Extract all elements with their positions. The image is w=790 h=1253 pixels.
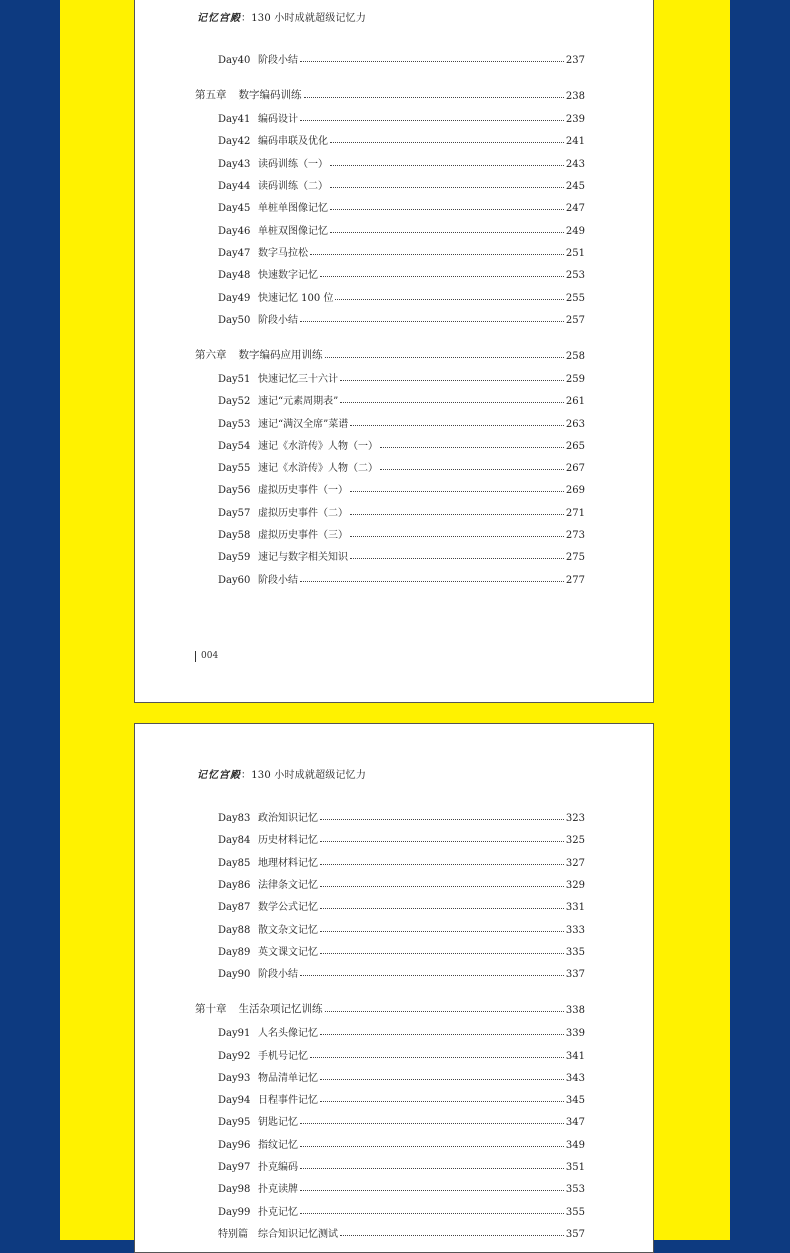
day-label: Day48 [218,270,251,282]
entry-title: 阶段小结 [258,574,298,586]
dot-leader [320,931,564,932]
entry-title: 人名头像记忆 [258,1028,318,1040]
day-label: Day97 [218,1162,251,1173]
toc-entry-row [218,367,585,385]
dot-leader [320,886,564,887]
day-label: Day92 [218,1050,251,1062]
toc-entry-row [218,241,585,259]
entry-title: 速记《水浒传》人物（二） [258,463,378,475]
toc-entry-row [218,1133,585,1151]
dot-leader [304,97,564,98]
entry-title: 阶段小结 [258,969,298,981]
toc-entry-row [218,1088,585,1106]
dot-leader [300,321,564,322]
dot-leader [330,232,564,233]
day-label: Day42 [218,136,251,148]
entry-page-number: 273 [565,530,585,541]
dot-leader [340,1235,564,1236]
toc-entry-row [218,107,585,125]
dot-leader [320,276,564,277]
entry-page-number: 241 [565,136,585,148]
entry-page-number: 341 [565,1050,585,1062]
dot-leader [380,447,564,448]
toc-entry-row [218,873,585,891]
dot-leader [320,908,564,909]
toc-entry-row [218,828,585,846]
entry-title: 英文课文记忆 [258,946,318,958]
day-label: Day94 [218,1095,251,1107]
toc-entry-row [218,806,585,824]
entry-title: 阶段小结 [258,314,298,326]
toc-chapter-row [195,998,585,1016]
header-subtitle: ：130 小时成就超级记忆力 [241,13,367,24]
day-label: Day43 [218,158,251,170]
entry-page-number: 255 [565,292,585,304]
entry-title: 阶段小结 [258,55,298,66]
toc-entry-row [218,174,585,192]
page-number: 004 [195,651,218,662]
day-label: Day44 [218,181,251,192]
entry-page-number: 253 [565,270,585,282]
toc-entry-row [218,1110,585,1128]
header-brand: 记忆宫殿 [197,13,241,24]
chapter-number: 第六章 [195,349,227,362]
toc-entry-row [218,851,585,869]
entry-page-number: 271 [565,507,585,519]
entry-page-number: 338 [565,1005,585,1017]
day-label: Day50 [218,314,251,326]
entry-page-number: 265 [565,440,585,452]
day-label: Day56 [218,485,251,497]
entry-page-number: 275 [565,552,585,564]
entry-page-number: 327 [565,857,585,869]
toc-entry-row [218,129,585,147]
day-label: Day57 [218,507,251,519]
dot-leader [300,581,564,582]
day-label: Day85 [218,857,251,869]
entry-title: 钥匙记忆 [258,1117,298,1129]
day-label: Day55 [218,463,251,475]
toc-entry-row [218,545,585,563]
day-label: Day86 [218,879,251,891]
entry-page-number: 357 [565,1228,585,1240]
toc-entry-row [218,523,585,541]
day-label: Day59 [218,552,251,564]
day-label: Day52 [218,396,251,408]
entry-page-number: 355 [565,1206,585,1218]
dot-leader [300,61,564,62]
entry-title: 速记与数字相关知识 [258,552,348,564]
chapter-number: 第五章 [195,89,227,102]
book-page-004 [134,0,654,703]
entry-page-number: 345 [565,1095,585,1107]
dot-leader [330,209,564,210]
toc-entry-row [218,1066,585,1084]
day-label: Day91 [218,1028,251,1040]
toc-entry-row [218,456,585,474]
entry-title: 物品清单记忆 [258,1072,318,1084]
entry-title: 速记“元素周期表” [258,396,339,408]
dot-leader [310,254,564,255]
dot-leader [320,1079,564,1080]
day-label: 特别篇 [218,1228,248,1240]
entry-title: 编码串联及优化 [258,136,328,148]
entry-page-number: 257 [565,314,585,326]
day-label: Day96 [218,1139,251,1151]
toc-entry-row [218,918,585,936]
entry-title: 数学公式记忆 [258,902,318,914]
entry-title: 虚拟历史事件（二） [258,507,348,519]
chapter-number: 第十章 [195,1003,227,1016]
entry-title: 数字马拉松 [258,247,308,259]
entry-page-number: 331 [565,902,585,914]
toc-entry-row [218,48,585,66]
entry-page-number: 353 [565,1184,585,1196]
entry-page-number: 249 [565,225,585,237]
header-brand: 记忆宫殿 [197,770,241,781]
entry-page-number: 333 [565,924,585,936]
toc-entry-row [218,219,585,237]
entry-title: 单桩双图像记忆 [258,225,328,237]
toc-chapter-row [195,84,585,102]
entry-title: 快速记忆 100 位 [258,292,334,304]
day-label: Day60 [218,574,251,586]
dot-leader [335,299,563,300]
dot-leader [330,187,564,188]
entry-page-number: 335 [565,946,585,958]
header-subtitle: ：130 小时成就超级记忆力 [241,770,367,781]
entry-page-number: 269 [565,485,585,497]
toc-entry-row [218,1222,585,1240]
dot-leader [340,402,564,403]
entry-title: 速记“满汉全席”菜谱 [258,418,349,430]
entry-page-number: 267 [565,463,585,475]
dot-leader [350,514,564,515]
entry-title: 地理材料记忆 [258,857,318,869]
entry-title: 数字编码训练 [238,89,302,102]
dot-leader [380,469,564,470]
toc-entry-row [218,389,585,407]
entry-page-number: 238 [565,91,585,103]
toc-entry-row [218,1021,585,1039]
entry-title: 指纹记忆 [258,1139,298,1151]
day-label: Day45 [218,203,251,215]
entry-title: 手机号记忆 [258,1050,308,1062]
entry-title: 综合知识记忆测试 [258,1228,338,1240]
day-label: Day58 [218,530,251,541]
toc-entry-row [218,412,585,430]
dot-leader [350,558,564,559]
dot-leader [320,1101,564,1102]
entry-title: 快速记忆三十六计 [258,373,338,385]
toc-entry-row [218,196,585,214]
entry-page-number: 239 [565,114,585,126]
entry-title: 日程事件记忆 [258,1095,318,1107]
dot-leader [320,841,564,842]
dot-leader [325,1011,564,1012]
entry-page-number: 337 [565,969,585,981]
dot-leader [300,1213,564,1214]
toc-entry-row [218,501,585,519]
toc-chapter-row [195,344,585,362]
toc-entry-row [218,962,585,980]
entry-page-number: 258 [565,351,585,363]
day-label: Day83 [218,813,251,824]
toc-entry-row [218,940,585,958]
day-label: Day46 [218,225,251,237]
day-label: Day41 [218,114,251,126]
day-label: Day93 [218,1072,251,1084]
entry-title: 虚拟历史事件（三） [258,530,348,541]
entry-page-number: 237 [565,55,585,66]
day-label: Day90 [218,969,251,981]
dot-leader [320,1034,564,1035]
dot-leader [330,165,564,166]
dot-leader [300,1168,564,1169]
entry-title: 快速数字记忆 [258,270,318,282]
entry-page-number: 261 [565,396,585,408]
entry-title: 速记《水浒传》人物（一） [258,440,378,452]
entry-page-number: 351 [565,1162,585,1173]
entry-page-number: 243 [565,158,585,170]
entry-page-number: 349 [565,1139,585,1151]
dot-leader [310,1057,564,1058]
entry-title: 单桩单图像记忆 [258,203,328,215]
day-label: Day95 [218,1117,251,1129]
day-label: Day53 [218,418,251,430]
dot-leader [300,1190,564,1191]
entry-title: 政治知识记忆 [258,813,318,824]
entry-title: 扑克编码 [258,1162,298,1173]
day-label: Day89 [218,946,251,958]
running-header [197,9,366,24]
entry-page-number: 245 [565,181,585,192]
entry-page-number: 347 [565,1117,585,1129]
entry-page-number: 247 [565,203,585,215]
entry-page-number: 339 [565,1028,585,1040]
dot-leader [325,357,564,358]
dot-leader [330,142,564,143]
toc-entry-row [218,1200,585,1218]
dot-leader [350,536,564,537]
entry-page-number: 343 [565,1072,585,1084]
entry-page-number: 277 [565,574,585,586]
entry-title: 编码设计 [258,114,298,126]
day-label: Day98 [218,1184,251,1196]
dot-leader [340,380,564,381]
entry-title: 读码训练（一） [258,158,328,170]
toc-entry-row [218,152,585,170]
entry-title: 扑克读牌 [258,1184,298,1196]
entry-title: 历史材料记忆 [258,835,318,847]
day-label: Day84 [218,835,251,847]
toc-entry-row [218,308,585,326]
day-label: Day87 [218,902,251,914]
dot-leader [300,1123,564,1124]
day-label: Day54 [218,440,251,452]
dot-leader [300,975,564,976]
entry-title: 生活杂项记忆训练 [238,1003,323,1016]
toc-entry-row [218,286,585,304]
toc-entry-row [218,434,585,452]
day-label: Day51 [218,373,251,385]
entry-title: 读码训练（二） [258,181,328,192]
day-label: Day99 [218,1206,251,1218]
toc-entry-row [218,1177,585,1195]
entry-title: 散文杂文记忆 [258,924,318,936]
dot-leader [300,1146,564,1147]
dot-leader [300,120,564,121]
entry-page-number: 323 [565,813,585,824]
entry-page-number: 251 [565,247,585,259]
toc-entry-row [218,263,585,281]
entry-title: 法律条文记忆 [258,879,318,891]
entry-page-number: 325 [565,835,585,847]
dot-leader [320,953,564,954]
entry-page-number: 263 [565,418,585,430]
day-label: Day49 [218,292,251,304]
dot-leader [320,864,564,865]
dot-leader [320,819,564,820]
entry-title: 数字编码应用训练 [238,349,323,362]
day-label: Day40 [218,55,251,66]
entry-title: 虚拟历史事件（一） [258,485,348,497]
entry-page-number: 259 [565,373,585,385]
book-page-next [134,723,654,1253]
entry-title: 扑克记忆 [258,1206,298,1218]
dot-leader [350,425,564,426]
entry-page-number: 329 [565,879,585,891]
day-label: Day47 [218,247,251,259]
toc-entry-row [218,478,585,496]
toc-entry-row [218,568,585,586]
toc-entry-row [218,895,585,913]
day-label: Day88 [218,924,251,936]
running-header [197,766,366,781]
dot-leader [350,491,564,492]
toc-entry-row [218,1155,585,1173]
toc-entry-row [218,1044,585,1062]
